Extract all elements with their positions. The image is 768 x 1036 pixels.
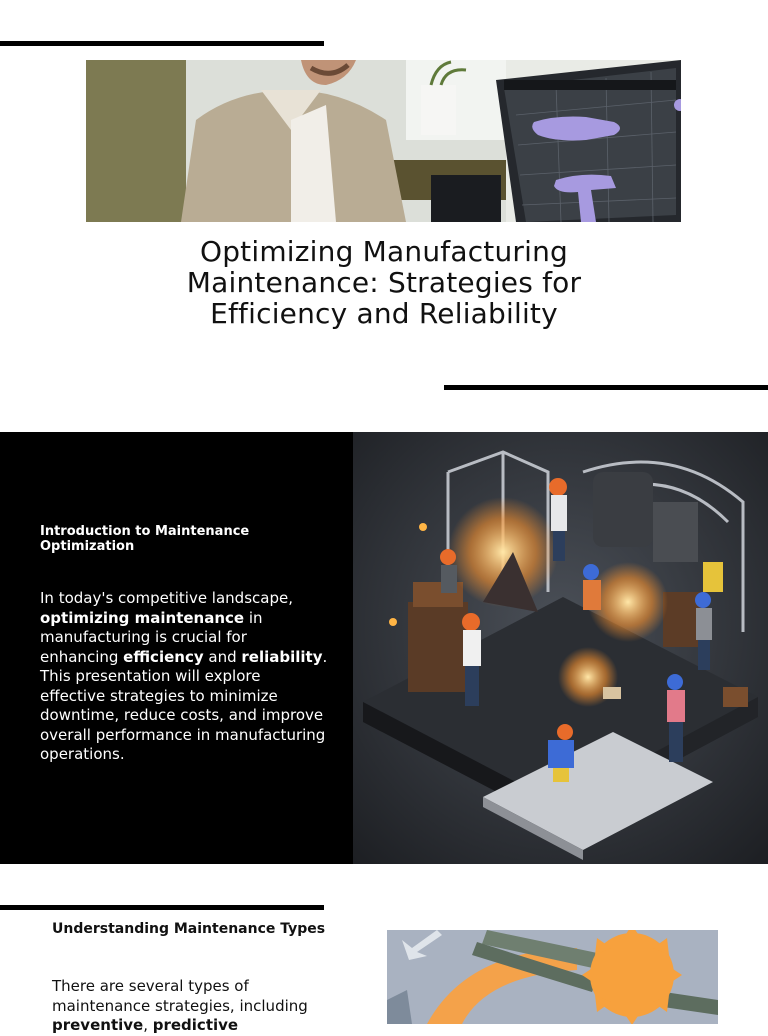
lower-divider-rule [0,905,324,910]
cycle-arrows-illustration [387,930,718,1024]
types-paragraph [52,977,332,1036]
intro-run: . This presentation will explore effective strategies to minimize downtime, reduce costs, and improve overall performance in manufacturing operations. [40,647,328,763]
title-line-2: Maintenance: Strategies for [186,266,582,299]
title-line-1: Optimizing Manufacturing [199,235,569,268]
title-line-3: Efficiency and Reliability [210,297,558,330]
intro-run: In today's competitive landscape, [40,589,293,607]
intro-heading [40,524,330,554]
intro-heading-line-2: Optimization [40,539,135,554]
middle-divider-rule [444,385,768,390]
intro-run: and [203,647,242,666]
factory-illustration [353,432,768,864]
intro-bold-optimizing-maintenance: optimizing maintenance [40,608,245,627]
types-run: , [143,1016,153,1034]
types-bold-preventive: preventive [52,1016,144,1034]
intro-bold-reliability: reliability [241,647,323,666]
types-bold-predictive: predictive [152,1016,239,1034]
intro-run: in manufacturing is crucial for enhancing [40,608,263,666]
page-title [90,236,678,329]
intro-section [0,432,768,864]
top-divider-rule [0,41,324,46]
hero-image [86,60,681,222]
intro-paragraph [40,589,330,765]
types-run: There are several types of maintenance strategies, including [52,977,308,1015]
intro-bold-efficiency: efficiency [123,647,204,666]
types-heading: Understanding Maintenance Types [52,921,326,937]
intro-heading-line-1: Introduction to Maintenance [40,524,250,539]
